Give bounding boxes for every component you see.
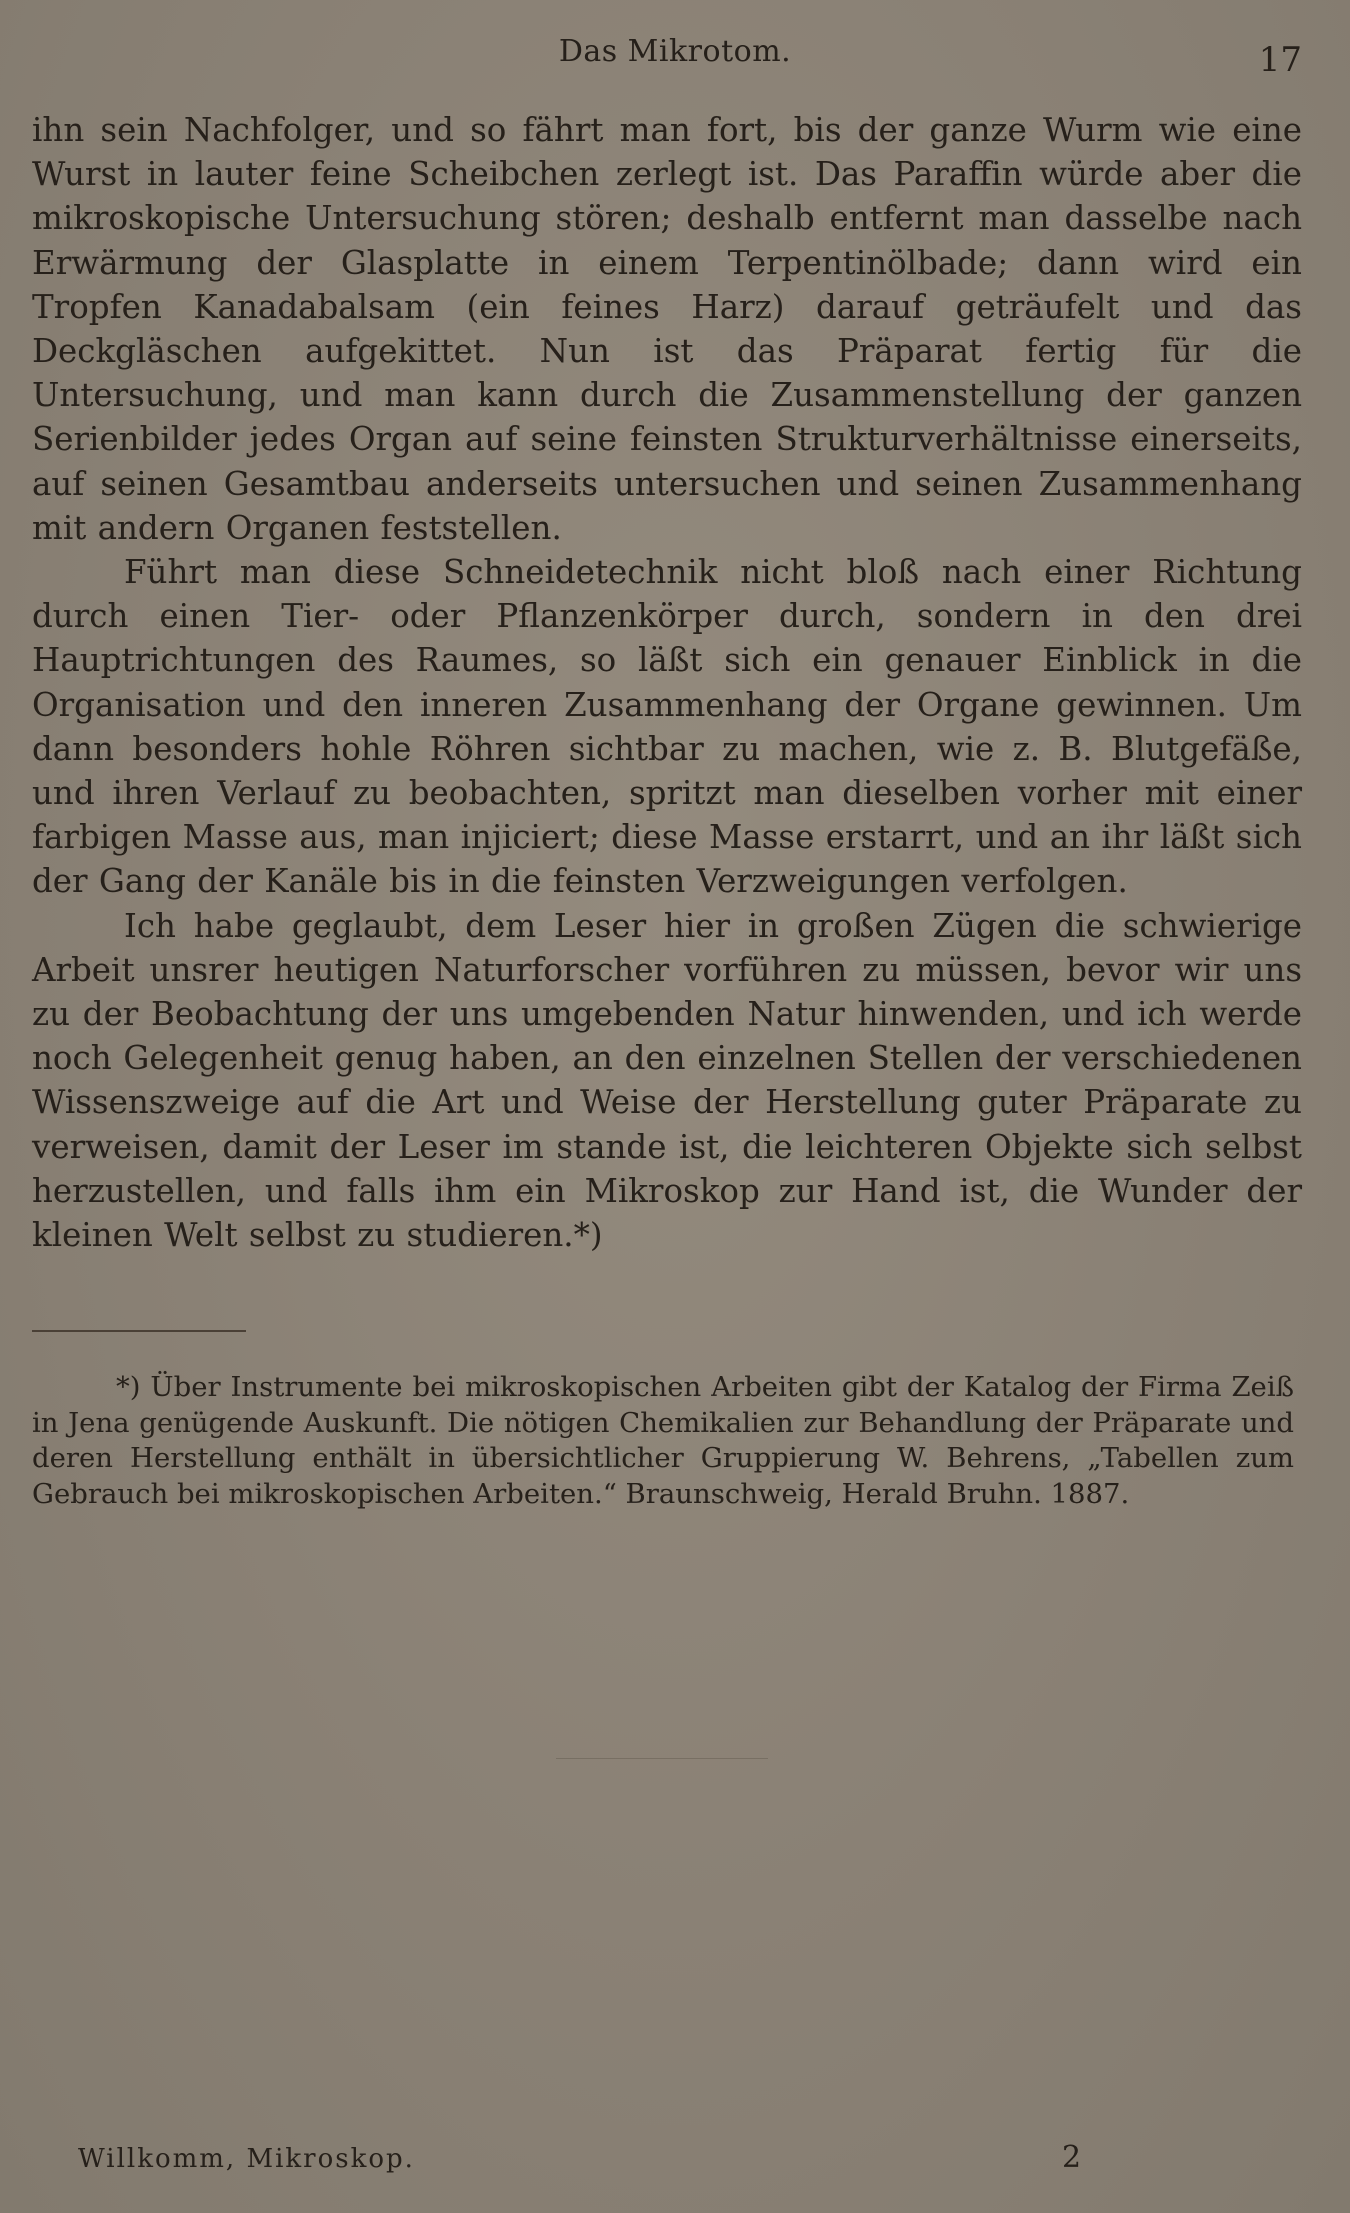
running-title: Das Mikrotom. bbox=[558, 34, 792, 69]
bleed-through-rule bbox=[556, 1758, 768, 1759]
paragraph: Führt man diese Schneidetechnik nicht bloß nach einer Richtung durch einen Tier- oder Pflanzenkörper durch, sondern in den drei Hauptrichtungen des Raumes, so läßt sich ein genauer Einblick in die Organisation und den inneren Zusammenhang der Organe gewinnen. Um dann besonders hohle Röhren sichtbar zu machen, wie z. B. Blutgefäße, und ihren Verlauf zu beobachten, spritzt man dieselben vorher mit einer farbigen Masse aus, man injiciert; diese Masse erstarrt, und an ihr läßt sich der Gang der Kanäle bis in die feinsten Verzweigungen verfolgen. bbox=[32, 553, 1302, 901]
footnote-divider bbox=[32, 1330, 246, 1332]
paragraph: Ich habe geglaubt, dem Leser hier in großen Zügen die schwierige Arbeit unsrer heutigen Naturforscher vorführen zu müssen, bevor wir uns zu der Beobachtung der uns umgebenden Natur hinwenden, und ich werde noch Gelegenheit genug haben, an den einzelnen Stellen der verschiedenen Wissenszweige auf die Art und Weise der Herstellung guter Präparate zu verweisen, damit der Leser im stande ist, die leichteren Objekte sich selbst herzustellen, und falls ihm ein Mikroskop zur Hand ist, die Wunder der kleinen Welt selbst zu studieren.*) bbox=[32, 906, 1302, 1255]
body-text bbox=[32, 108, 1302, 1257]
signature-mark: Willkomm, Mikroskop. bbox=[78, 2144, 415, 2174]
paragraph: ihn sein Nachfolger, und so fährt man fort, bis der ganze Wurm wie eine Wurst in lauter feine Scheibchen zerlegt ist. Das Paraffin würde aber die mikroskopische Untersuchung stören; deshalb entfernt man dasselbe nach Erwärmung der Glasplatte in einem Terpentinölbade; dann wird ein Tropfen Kanadabalsam (ein feines Harz) darauf geträufelt und das Deckgläschen aufgekittet. Nun ist das Präparat fertig für die Untersuchung, und man kann durch die Zusammenstellung der ganzen Serienbilder jedes Organ auf seine feinsten Strukturverhältnisse einerseits, auf seinen Gesamtbau anderseits untersuchen und seinen Zusammenhang mit andern Organen feststellen. bbox=[32, 111, 1302, 547]
footnote: *) Über Instrumente bei mikroskopischen Arbeiten gibt der Katalog der Firma Zeiß in Jena genügende Auskunft. Die nötigen Chemikalien zur Behandlung der Präparate und deren Herstellung enthält in übersichtlicher Gruppierung W. Behrens, „Tabellen zum Gebrauch bei mikroskopischen Arbeiten.“ Braunschweig, Herald Bruhn. 1887. bbox=[32, 1371, 1294, 1510]
sheet-number: 2 bbox=[1062, 2140, 1082, 2175]
page-number: 17 bbox=[1258, 40, 1302, 80]
